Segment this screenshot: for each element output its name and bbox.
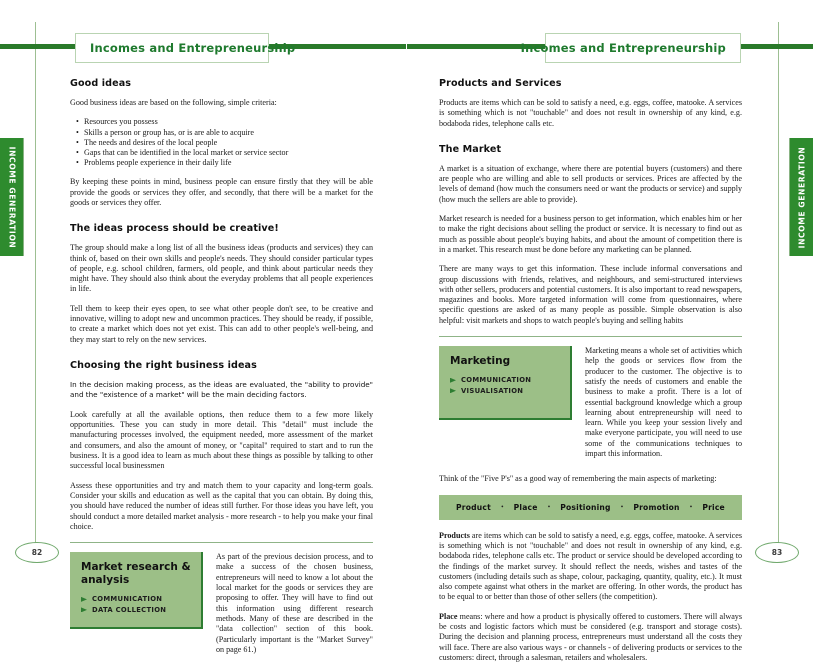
five-p-item: Product: [456, 502, 491, 512]
left-text-column: [70, 78, 373, 662]
para-products-detail: [439, 531, 742, 603]
heading-products-and-services: Products and Services: [439, 78, 562, 89]
separator-dot: •: [689, 503, 693, 512]
para-market-3: There are many ways to get this information. These include informal conversations and group discussions with friends, relatives, and neighbours, and semi-structured interviews with other sellers, producers and potential customers. It is also important to read newspapers, magazines and books. More targeted information will come from questionnaires, where specific questions are asked of as many people as possible. Simple observation is also helpful: visit markets and shops to watch people's buying and selling habits: [439, 264, 742, 325]
para-creative-1: The group should make a long list of all the business ideas (products and services) they can think of, based on their own skills and people's needs. They should consider particular types of people, e.g. school children, farmers, old people, and think about particular needs they might have. They should also think about the everyday problems that all people experiences in life.: [70, 243, 373, 294]
right-header-title: Incomes and Entrepreneurship: [520, 41, 726, 55]
para-five-ps-intro: Think of the "Five P's" as a good way of remembering the main aspects of marketing:: [439, 474, 717, 484]
right-section-thumb-tab: [789, 138, 813, 256]
right-page-number: 83: [771, 548, 783, 557]
arrow-bullet-icon: [81, 597, 87, 602]
para-choosing-1: Look carefully at all the available options, then reduce them to a few more likely opportunities. These you can study in more detail. This "detail" must include the manufacturing processes involved, the equipment needed, more assessment of the market and consumers, and also the amount of money, or "capital" required to start and to run the business. It is a good idea to learn as much about these things as possible by talking to other successful local businessmen: [70, 409, 373, 471]
callout-divider: [439, 336, 742, 337]
para-market-2: Market research is needed for a business person to get information, which enables him or her to make the right decisions about selling the product or service. It is necessary to find out as much as possible about people's buying habits, and about the amount of competition there is in a market. This research must be done before any marketing can be planned.: [439, 214, 742, 254]
right-text-column: [439, 78, 742, 672]
callout-method-list: [450, 375, 560, 396]
left-section-thumb-tab: [0, 138, 24, 256]
five-p-item: Place: [513, 502, 538, 512]
five-p-item: Positioning: [560, 502, 611, 512]
heading-the-market: The Market: [439, 143, 502, 155]
para-market-1: A market is a situation of exchange, where there are potential buyers (customers) and there are people who are willing and able to sell products or services. Prices are affected by the levels of demand (how much the consumers need or want the products or service) and supply (how much the sellers are able to provide).: [439, 163, 742, 204]
place-detail-rest: means: where and how a product is physically offered to customers. There will always be costs and logistic factors which must be considered (e.g. transport and storage costs). During the decision and planning process, entrepreneurs must understand all the costs they will face. There are also various ways - or channels - of delivering products or services to the customers: direct, through a salesman, retailers and wholesalers.: [439, 611, 742, 662]
para-after-bullets: By keeping these points in mind, business people can ensure firstly that they will be able provide the goods or services they offer, and secondly, that there will be a market for the goods or services they offer.: [70, 177, 373, 207]
arrow-bullet-icon: [450, 388, 456, 393]
right-page-vertical-rule: [778, 22, 779, 555]
callout-body: [203, 552, 373, 662]
left-running-header: [75, 33, 296, 63]
heading-ideas-process: The ideas process should be creative!: [70, 223, 279, 235]
callout-paragraph: As part of the previous decision process, and to make a success of the chosen business, entrepreneurs will need to know a lot about the local market for the goods or services they are proposing to offer. They will have to find out this information using different research methods. Many of these are described in the "data collection" section of this book. (Particularly important is the "Market Survey" on page 61.): [216, 552, 373, 654]
five-p-item: Price: [702, 502, 725, 512]
products-detail-rest: are items which can be sold to satisfy a need, e.g. eggs, coffee, matooke. A services is something which is not "touchable" and does not result in ownership of any kind, e.g. bodaboda rides, telephone calls etc. The product or service should be developed according to the findings of the market survey. It should reflect the needs, wishes and tastes of the customers (including details such as shape, colour, packaging, quantity, quality, etc.). It must also compete against what others in the market are offering. In other words, the product has to be equal to or better than those of other sellers (the competition).: [439, 530, 742, 602]
right-running-header: [520, 33, 741, 63]
callout-method-list: [81, 594, 191, 615]
callout-green-panel: [70, 552, 203, 629]
left-page-number: 82: [31, 548, 43, 557]
para-choosing-highlight: In the decision making process, as the ideas are evaluated, the "ability to provide" and the "existence of a market" will be the main deciding factors.: [70, 379, 373, 400]
left-header-title: Incomes and Entrepreneurship: [90, 41, 296, 55]
list-item: [450, 375, 560, 386]
callout-title: Marketing: [450, 355, 511, 368]
callout-market-research: [70, 542, 373, 662]
lead-in-products: Products: [439, 530, 470, 540]
arrow-bullet-icon: [81, 607, 87, 612]
callout-title: Market research & analysis: [81, 561, 191, 587]
list-item: [81, 605, 191, 616]
callout-method-label: COMMUNICATION: [461, 376, 532, 385]
list-item: • Skills a person or group has, or is are able to acquire: [84, 128, 373, 138]
callout-method-label: VISUALISATION: [461, 386, 524, 395]
para-products: Products are items which can be sold to satisfy a need, e.g. eggs, coffee, matooke. A services is something which is not "touchable" and does not result in ownership of any kind, e.g. bodaboda rides, telephone calls etc.: [439, 98, 742, 128]
para-creative-2: Tell them to keep their eyes open, to see what other people don't see, to be creative and innovative, willing to adopt new and uncommon practices. They should be ready, if possible, to create a market which does not yet exist. This can add to other people's well-being, and they may start to rely on the new services.: [70, 303, 373, 344]
right-page-number-badge: [755, 542, 799, 563]
callout-body: [572, 346, 742, 466]
separator-dot: •: [620, 503, 624, 512]
list-item: [450, 386, 560, 397]
separator-dot: •: [501, 503, 504, 512]
para-place-detail: [439, 612, 742, 663]
heading-choosing-ideas: Choosing the right business ideas: [70, 359, 257, 371]
list-item: • The needs and desires of the local people: [84, 138, 373, 148]
separator-dot: •: [547, 503, 551, 512]
list-item: • Problems people experience in their daily life: [84, 158, 373, 168]
left-page: [0, 0, 406, 654]
callout-paragraph: Marketing means a whole set of activities which help the goods or services flow from the producer to the customer. The objective is to satisfy the needs of customers and enable the business to make a profit. There is a lot of essential background knowledge which a group learning about entrepreneurship will need to learn. While you keep your session lively and make everyone participate, you will need to use some of the communications techniques to impart this information.: [585, 346, 742, 459]
list-item: • Resources you possess: [84, 117, 373, 127]
heading-good-ideas: Good ideas: [70, 78, 132, 89]
callout-divider: [70, 542, 373, 543]
left-page-vertical-rule: [35, 22, 36, 555]
left-page-number-badge: [15, 542, 59, 563]
arrow-bullet-icon: [450, 378, 456, 383]
five-ps-strip: [439, 495, 742, 520]
right-page: [407, 0, 813, 662]
left-thumb-label: INCOME GENERATION: [7, 146, 16, 248]
callout-method-label: DATA COLLECTION: [92, 605, 167, 614]
callout-green-panel: [439, 346, 572, 420]
para-choosing-2: Assess these opportunities and try and match them to your capacity and long-term goals. Consider your skills and education as well as the capital that you can obtain. By doing this, you should have reduced the number of ideas still further. For those ideas you have left, you should conduct a more detailed market analysis - more research - to help you make your final choice.: [70, 480, 373, 531]
right-thumb-label: INCOME GENERATION: [797, 146, 806, 248]
callout-marketing: [439, 336, 742, 466]
five-p-item: Promotion: [633, 502, 680, 512]
para-good-ideas-intro: Good business ideas are based on the following, simple criteria:: [70, 98, 277, 107]
callout-method-label: COMMUNICATION: [92, 595, 163, 604]
lead-in-place: Place: [439, 611, 458, 621]
list-item: • Gaps that can be identified in the local market or service sector: [84, 148, 373, 158]
list-good-idea-criteria: [70, 117, 373, 168]
list-item: [81, 594, 191, 605]
